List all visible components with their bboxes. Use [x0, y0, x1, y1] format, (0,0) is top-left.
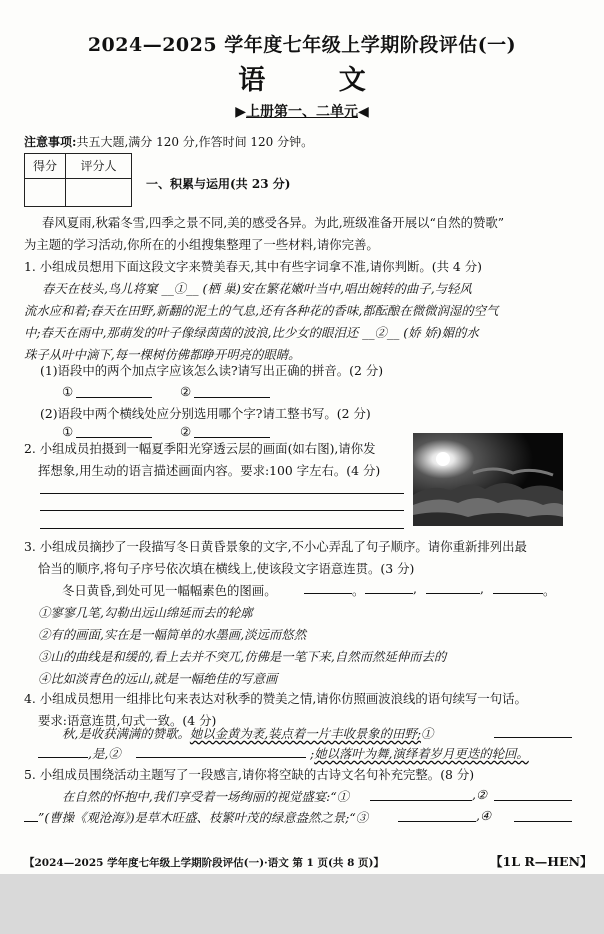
paper-code: 【1L R—HEN】 [490, 854, 593, 869]
q3-sep: , [480, 581, 484, 596]
q1-passage-line: 春天在枝头,鸟儿将窠 __①__ (栖 巢)安在繁花嫩叶当中,唱出婉转的曲子,与轻风 [42, 281, 472, 296]
triangle-right-icon: ▶ [235, 104, 246, 120]
q3-option: ④比如淡青色的远山,就是一幅绝佳的写意画 [38, 671, 278, 686]
q4-stem-line: 要求:语意连贯,句式一致。(4 分) [38, 713, 217, 728]
sunlight-through-clouds-image [413, 433, 563, 526]
q3-stem-line: 恰当的顺序,将句子序号依次填在横线上,使该段文字语意连贯。(3 分) [38, 561, 415, 576]
q3-answer-blank[interactable] [365, 593, 413, 594]
q5-line2-end: ,④ [476, 808, 492, 823]
page-footer: 【2024—2025 学年度七年级上学期阶段评估(一)·语文 第 1 页(共 8 页)】 [24, 857, 385, 869]
q4-line2-end [310, 744, 529, 762]
viewer-background [0, 874, 604, 934]
q4-line2-c: ; [310, 746, 315, 761]
q1-sub2-label-1: ① [62, 424, 74, 439]
q4-line2 [88, 744, 121, 762]
q3-option: ①寥寥几笔,勾勒出远山绵延而去的轮廓 [38, 605, 253, 620]
q4-answer-line[interactable] [38, 757, 88, 758]
subject-title: 语 文 [238, 65, 398, 96]
q3-sep: , [413, 581, 417, 596]
q1-sub1-label-1: ① [62, 384, 74, 399]
notice-text: 共五大题,满分 120 分,作答时间 120 分钟。 [76, 135, 314, 149]
q5-answer-line[interactable] [514, 821, 572, 822]
q5-line1-end: ,② [472, 787, 488, 802]
q1-stem: 1. 小组成员想用下面这段文字来赞美春天,其中有些字词拿不准,请你判断。(共 4 分) [24, 259, 482, 274]
q1-sub2-answer-line[interactable] [76, 437, 152, 438]
score-cell [25, 179, 66, 206]
q4-line2-a: ,是 [88, 746, 105, 761]
q2-answer-line[interactable] [40, 528, 404, 529]
q5-answer-line[interactable] [370, 800, 472, 801]
notice [24, 133, 313, 150]
q1-sub2-label-2: ② [180, 424, 192, 439]
q3-answer-blank[interactable] [304, 593, 352, 594]
score-header: 得分 [25, 154, 66, 179]
q4-model-sentence: 她以金黄为袤,装点着一片丰收景象的田野; [189, 726, 422, 741]
q3-stem-line: 3. 小组成员摘抄了一段描写冬日黄昏景象的文字,不小心弄乱了句子顺序。请你重新排列出最 [24, 539, 527, 554]
q2-answer-line[interactable] [40, 493, 404, 494]
q4-model-sentence-2: 她以落叶为舞,演绎着岁月更迭的轮回。 [314, 746, 529, 761]
notice-label: 注意事项: [24, 135, 77, 149]
grader-header: 评分人 [66, 154, 131, 179]
q3-option: ②有的画面,实在是一幅简单的水墨画,淡远而悠然 [38, 627, 307, 642]
q3-lead-sentence: 冬日黄昏,到处可见一幅幅素色的图画。 [62, 583, 277, 598]
q1-passage-line: 中;春天在雨中,那萌发的叶子像绿茵茵的波浪,比少女的眼泪还 __②__ (娇 娇)媚的水 [24, 325, 479, 340]
q3-option: ③山的曲线是和缓的,看上去并不突兀,仿佛是一笔下来,自然而然延伸而去的 [38, 649, 447, 664]
q3-sep: 。 [543, 583, 556, 598]
q1-passage-line: 珠子从叶中滴下,每一棵树仿佛都睁开明亮的眼睛。 [24, 347, 301, 362]
q4-line1 [62, 724, 433, 742]
q1-sub1-answer-line[interactable] [194, 397, 270, 398]
q3-answer-blank[interactable] [426, 593, 480, 594]
score-table [24, 153, 132, 207]
q4-line1-lead: 秋,是收获满满的赞歌。 [62, 726, 190, 741]
q4-stem-line: 4. 小组成员想用一组排比句来表达对秋季的赞美之情,请你仿照画波浪线的语句续写一句话。 [24, 691, 527, 706]
q4-answer-line[interactable] [494, 737, 572, 738]
intro-line: 春风夏雨,秋霜冬雪,四季之景不同,美的感受各异。为此,班级准备开展以“自然的赞歌” [42, 215, 505, 230]
q1-sub2-answer-line[interactable] [194, 437, 270, 438]
q5-answer-line[interactable] [494, 800, 572, 801]
summer-sunlight-photo [413, 433, 563, 526]
q4-blank-label-1: ① [421, 726, 434, 741]
q1-sub1: (1)语段中的两个加点字应该怎么读?请写出正确的拼音。(2 分) [40, 363, 384, 378]
q5-answer-line[interactable] [24, 821, 38, 822]
q5-line1: 在自然的怀抱中,我们享受着一场绚丽的视觉盛宴:“① [62, 789, 350, 804]
q1-sub1-label-2: ② [180, 384, 192, 399]
q4-line2-b: ,② [104, 746, 121, 761]
q5-line2: ”(曹操《观沧海》)是草木旺盛、枝繁叶茂的绿意盎然之景;“③ [38, 810, 369, 825]
exam-title: 2024—2025 学年度七年级上学期阶段评估(一) [87, 34, 517, 56]
q4-answer-line[interactable] [136, 757, 306, 758]
unit-text: 上册第一、二单元 [246, 104, 358, 120]
triangle-left-icon: ◀ [358, 104, 369, 120]
q2-answer-line[interactable] [40, 510, 404, 511]
q1-sub2: (2)语段中两个横线处应分别选用哪个字?请工整书写。(2 分) [40, 406, 371, 421]
q5-stem: 5. 小组成员围绕活动主题写了一段感言,请你将空缺的古诗文名句补充完整。(8 分) [24, 767, 475, 782]
section-title: 一、积累与运用(共 23 分) [146, 177, 291, 191]
q2-stem-line: 挥想象,用生动的语言描述画面内容。要求:100 字左右。(4 分) [38, 463, 381, 478]
q2-stem-line: 2. 小组成员拍摄到一幅夏季阳光穿透云层的画面(如右图),请你发 [24, 441, 376, 456]
q1-passage-line: 流水应和着;春天在田野,新翻的泥土的气息,还有各种花的香味,都酝酿在微微润湿的空气 [24, 303, 499, 318]
intro-line: 为主题的学习活动,你所在的小组搜集整理了一些材料,请你完善。 [24, 237, 379, 252]
q3-answer-blank[interactable] [493, 593, 543, 594]
unit-label [0, 101, 604, 121]
q3-sep: 。 [352, 583, 365, 598]
q1-sub1-answer-line[interactable] [76, 397, 152, 398]
q5-answer-line[interactable] [398, 821, 476, 822]
